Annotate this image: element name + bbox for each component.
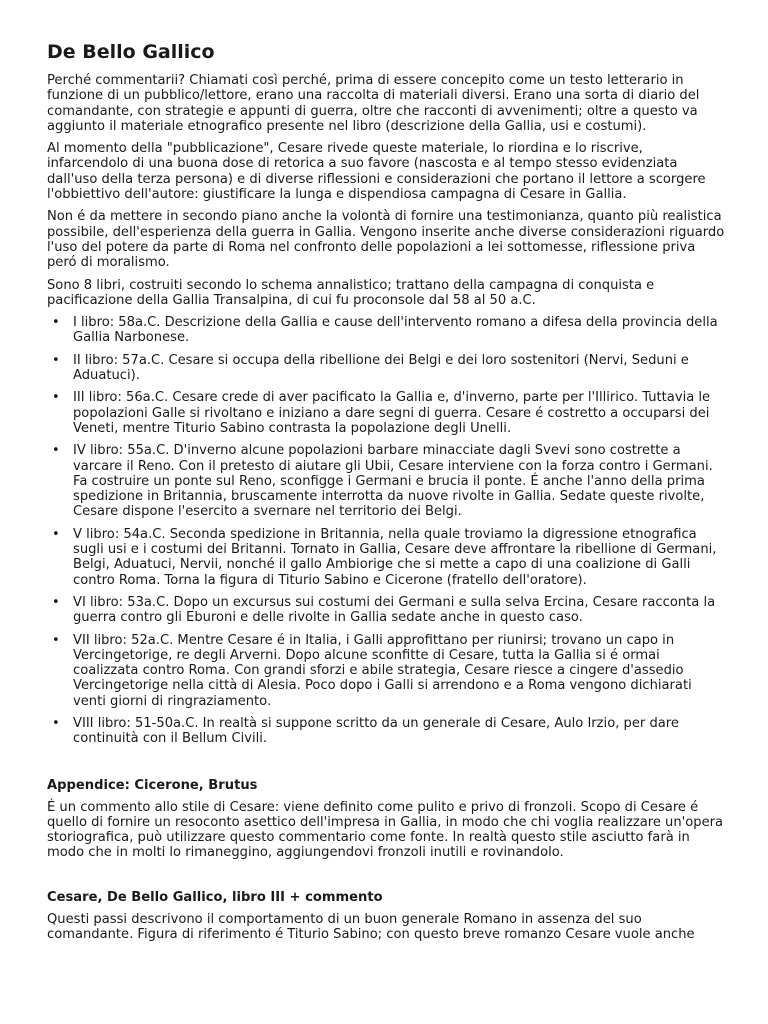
bullet-icon: • xyxy=(52,443,60,459)
list-item xyxy=(52,390,728,436)
book3-heading: Cesare, De Bello Gallico, libro III + commento xyxy=(47,889,383,905)
list-item xyxy=(52,315,728,346)
list-item xyxy=(52,443,728,520)
appendix-paragraph: É un commento allo stile di Cesare: viene definito come pulito e privo di fronzoli. Scopo di Cesare é quello di fornire un resoconto asettico dell'impresa in Gallia, in modo che chi voglia realizzare un'opera storiografica, può utilizzare questo commentario come fonte. In realtà questo stile asciutto farà in modo che in molti lo rimaneggino, aggiungendovi fronzoli inutili e rovinandolo. xyxy=(47,799,724,861)
bullet-icon: • xyxy=(52,594,60,610)
list-item xyxy=(52,715,728,747)
list-item xyxy=(52,632,728,709)
books-list xyxy=(47,315,728,746)
intro-paragraph-1: Perché commentarii? Chiamati così perché, prima di essere concepito come un testo letterario in funzione di un pubblico/lettore, erano una raccolta di materiali diversi. Erano una sorta di diario del comandante, con strategie e appunti di guerra, oltre che racconti di avvenimenti; oltre a questo va aggiunto il materiale etnografico presente nel libro (descrizione della Gallia, usi e costumi). xyxy=(47,73,700,134)
document-title: De Bello Gallico xyxy=(47,41,215,63)
book-7-text: VII libro: 52a.C. Mentre Cesare é in Italia, i Galli approfittano per riunirsi; trovano un capo in Vercingetorige, re degli Arverni. Dopo alcune sconfitte di Cesare, tutta la Gallia si é ormai coalizzata contro Roma. Con grandi sforzi e abile strategia, Cesare riesce a cingere d'assedio Vercingetorige nella città di Alesia. Poco dopo i Galli si arrendono e a Roma vengono dichiarati venti giorni di ringraziamento. xyxy=(73,632,692,709)
list-item xyxy=(52,352,728,384)
book-5-text: V libro: 54a.C. Seconda spedizione in Britannia, nella quale troviamo la digressione etnografica sugli usi e i costumi dei Britanni. Tornato in Gallia, Cesare deve affrontare la ribellione di Germani, Belgi, Aduatuci, Nervii, nonché il gallo Ambiorige che si mette a capo di una coalizione di Galli contro Roma. Torna la figura di Titurio Sabino e Cicerone (fratello dell'oratore). xyxy=(73,526,717,588)
bullet-icon: • xyxy=(52,715,60,731)
book-4-text: IV libro: 55a.C. D'inverno alcune popolazioni barbare minacciate dagli Svevi sono costrette a varcare il Reno. Con il pretesto di aiutare gli Ubii, Cesare interviene con la forza contro i Germani. Fa costruire un ponte sul Reno, sconfigge i Germani e brucia il ponte. É anche l'anno della prima spedizione in Britannia, bruscamente interrotta da nuove rivolte in Gallia. Sedate queste rivolte, Cesare dispone l'esercito a svernare nel territorio dei Belgi. xyxy=(73,443,713,520)
section-spacer xyxy=(47,868,728,890)
book-1-text: I libro: 58a.C. Descrizione della Gallia e cause dell'intervento romano a difesa della provincia della Gallia Narbonese. xyxy=(73,315,718,346)
appendix-heading: Appendice: Cicerone, Brutus xyxy=(47,777,258,793)
section-spacer xyxy=(47,754,728,778)
intro-paragraph-2: Al momento della "pubblicazione", Cesare rivede queste materiale, lo riordina e lo riscrive, infarcendolo di una buona dose di retorica a suo favore (nascosta e al tempo stesso evidenziata dall'uso della terza persona) e di diverse riflessioni e considerazioni che portano il lettore a scorgere l'obbiettivo dell'autore: giustificare la lunga e dispendiosa campagna di Cesare in Gallia. xyxy=(47,141,706,203)
list-item xyxy=(52,594,728,626)
book-3-text: III libro: 56a.C. Cesare crede di aver pacificato la Gallia e, d'inverno, parte per l'Illirico. Tuttavia le popolazioni Galle si rivoltano e iniziano a dare segni di guerra. Cesare é costretto a occuparsi dei Veneti, mentre Titurio Sabino contrasta la popolazione degli Unelli. xyxy=(73,390,711,436)
bullet-icon: • xyxy=(52,315,60,331)
intro-paragraph-4: Sono 8 libri, costruiti secondo lo schema annalistico; trattano della campagna di conquista e pacificazione della Gallia Transalpina, di cui fu proconsole dal 58 al 50 a.C. xyxy=(47,277,655,308)
bullet-icon: • xyxy=(52,390,60,406)
list-item xyxy=(52,526,728,588)
book-6-text: VI libro: 53a.C. Dopo un excursus sui costumi dei Germani e sulla selva Ercina, Cesare racconta la guerra contro gli Eburoni e delle rivolte in Gallia sedate anche in questo caso. xyxy=(73,594,716,626)
intro-paragraph-3: Non é da mettere in secondo piano anche la volontà di fornire una testimonianza, quanto più realistica possibile, dell'esperienza della guerra in Gallia. Vengono inserite anche diverse considerazioni riguardo l'uso del potere da parte di Roma nel confronto delle popolazioni a lei sottomesse, riflessione priva peró di moralismo. xyxy=(47,209,725,271)
book-2-text: II libro: 57a.C. Cesare si occupa della ribellione dei Belgi e dei loro sostenitori (Nervi, Seduni e Aduatuci). xyxy=(73,352,689,384)
bullet-icon: • xyxy=(52,352,60,368)
bullet-icon: • xyxy=(52,632,60,648)
book-8-text: VIII libro: 51-50a.C. In realtà si suppone scritto da un generale di Cesare, Aulo Irzio, per dare continuità con il Bellum Civili. xyxy=(73,715,679,747)
book3-paragraph: Questi passi descrivono il comportamento di un buon generale Romano in assenza del suo comandante. Figura di riferimento é Titurio Sabino; con questo breve romanzo Cesare vuole anche xyxy=(47,911,695,943)
bullet-icon: • xyxy=(52,526,60,542)
